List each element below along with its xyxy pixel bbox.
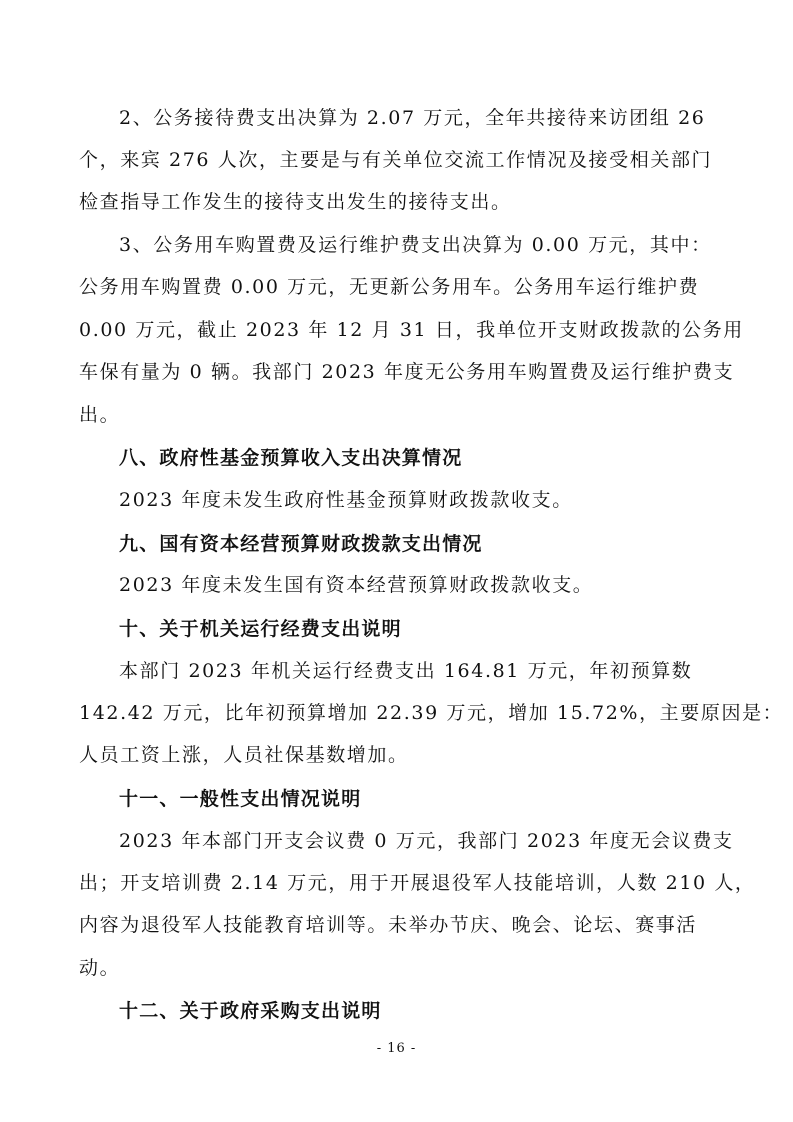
section-heading: 十二、关于政府采购支出说明 [119,1000,382,1022]
paragraph-line: 动。 [79,957,121,979]
paragraph-line: 3、公务用车购置费及运行维护费支出决算为 0.00 万元，其中： [119,234,712,256]
paragraph-line: 2023 年度未发生政府性基金预算财政拨款收支。 [119,489,573,511]
paragraph-line: 出；开支培训费 2.14 万元，用于开展退役军人技能培训，人数 210 人， [79,872,756,894]
paragraph-line: 内容为退役军人技能教育培训等。未举办节庆、晚会、论坛、赛事活 [79,914,698,936]
paragraph-line: 0.00 万元，截止 2023 年 12 月 31 日，我单位开支财政拨款的公务用 [79,319,744,341]
section-heading: 十一、一般性支出情况说明 [119,788,362,810]
paragraph-line: 出。 [79,404,121,426]
paragraph-line: 车保有量为 0 辆。我部门 2023 年度无公务用车购置费及运行维护费支 [79,361,735,383]
paragraph-line: 142.42 万元，比年初预算增加 22.39 万元，增加 15.72%，主要原因是： [79,702,784,724]
paragraph-line: 个，来宾 276 人次，主要是与有关单位交流工作情况及接受相关部门 [79,149,713,171]
paragraph-line: 人员工资上涨，人员社保基数增加。 [79,744,409,766]
page-number: - 16 - [376,1041,417,1056]
paragraph-line: 2023 年度未发生国有资本经营预算财政拨款收支。 [119,574,594,596]
section-heading: 十、关于机关运行经费支出说明 [119,618,402,640]
paragraph-line: 2023 年本部门开支会议费 0 万元，我部门 2023 年度无会议费支 [119,830,734,852]
paragraph-line: 公务用车购置费 0.00 万元，无更新公务用车。公务用车运行维护费 [79,276,700,298]
paragraph-line: 2、公务接待费支出决算为 2.07 万元，全年共接待来访团组 26 [119,107,706,129]
section-heading: 九、国有资本经营预算财政拨款支出情况 [119,533,483,555]
paragraph-line: 检查指导工作发生的接待支出发生的接待支出。 [79,191,512,213]
section-heading: 八、政府性基金预算收入支出决算情况 [119,447,463,469]
paragraph-line: 本部门 2023 年机关运行经费支出 164.81 万元，年初预算数 [119,660,693,682]
